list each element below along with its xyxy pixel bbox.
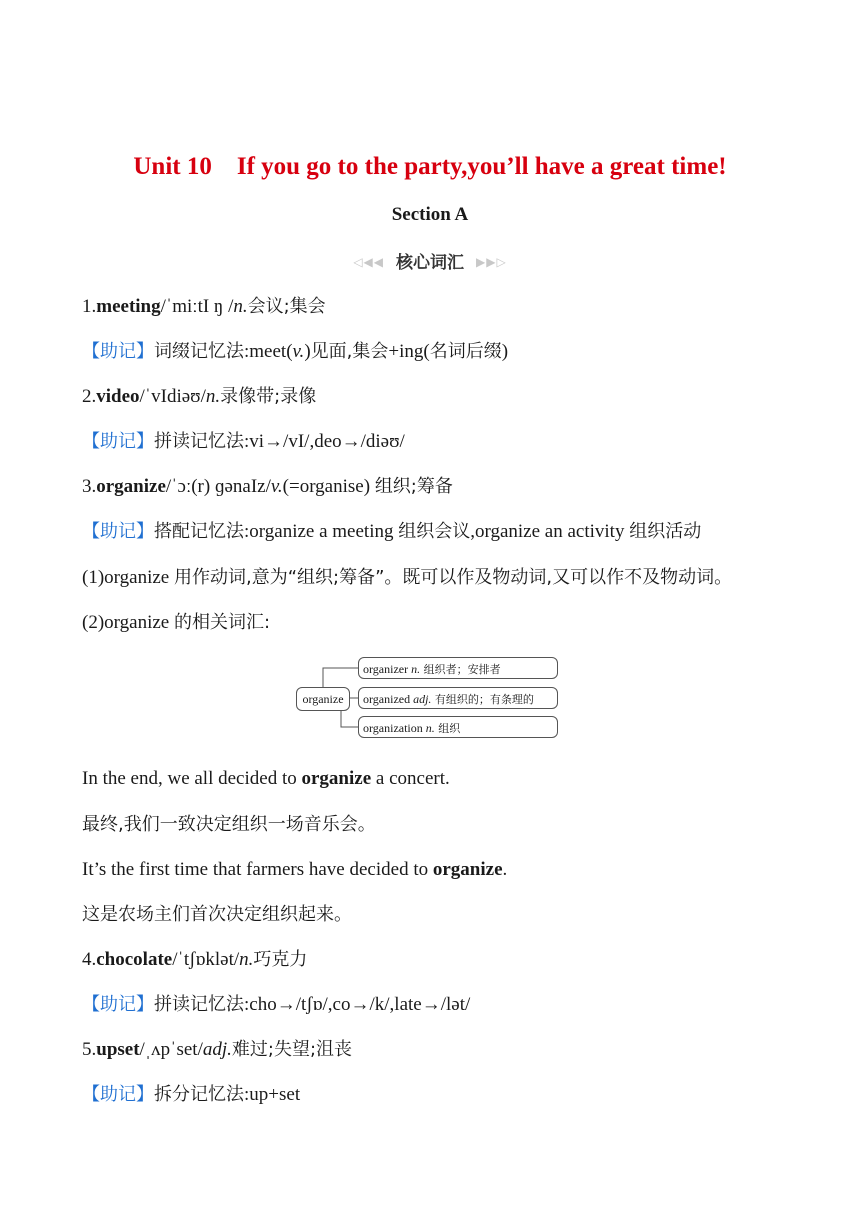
note-cn: 的相关词汇: (173, 612, 271, 633)
tip-text: +ing( (388, 341, 430, 362)
tip-method: 搭配记忆法 (154, 521, 244, 542)
entry-chocolate (82, 947, 820, 973)
diagram-node-organizer (358, 657, 558, 679)
organize-note-1 (82, 565, 820, 591)
node-cn: 有组织的；有条理的 (431, 693, 534, 706)
entry-pos: n. (239, 949, 254, 970)
tip-video (82, 429, 820, 455)
example-text: . (502, 859, 508, 880)
entry-meaning: 组织;筹备 (374, 476, 453, 497)
note-text: (1)organize (82, 567, 174, 588)
entry-video (82, 384, 820, 410)
entry-pos: v. (270, 476, 283, 497)
example-2-chinese: 这是农场主们首次决定组织起来。 (82, 904, 352, 925)
tip-text: :organize a meeting (244, 521, 399, 542)
unit-title: Unit 10 If you go to the party,you’ll have a great time! (133, 153, 727, 180)
entry-word: video (96, 386, 140, 407)
tip-tag: 【助记】 (82, 431, 154, 452)
entry-meaning: 会议;集会 (247, 296, 326, 317)
entry-variant: (=organise) (282, 476, 375, 497)
tip-tag: 【助记】 (82, 521, 154, 542)
node-pos: n. (425, 721, 435, 735)
example-keyword: organize (432, 859, 503, 880)
entry-word: meeting (96, 296, 161, 317)
node-word: organized (363, 692, 414, 706)
example-1-chinese: 最终,我们一致决定组织一场音乐会。 (82, 814, 376, 835)
entry-phonetic: /ˈmiːtI ŋ / (160, 296, 234, 317)
entry-word: organize (96, 476, 166, 497)
tip-tag: 【助记】 (82, 341, 154, 362)
diagram-root: organize (296, 687, 350, 711)
entry-phonetic: /ˈvIdiəʊ/ (139, 386, 206, 407)
organize-note-2 (82, 610, 820, 636)
entry-meaning: 巧克力 (253, 949, 308, 970)
right-arrows-icon: ▶▶▷ (476, 255, 507, 269)
tip-text: :vi→/vI/,deo→/diəʊ/ (244, 431, 405, 452)
entry-phonetic: /ˈɔː(r) ɡənaIz/ (165, 476, 271, 497)
tip-text: :meet( (244, 341, 293, 362)
tip-method: 拼读记忆法 (154, 431, 244, 452)
tip-text: ) (501, 341, 509, 362)
entry-word: chocolate (96, 949, 173, 970)
left-arrows-icon: ◁◀◀ (353, 255, 384, 269)
node-word: organizer (363, 662, 412, 676)
tip-tag: 【助记】 (82, 994, 154, 1015)
tip-cn: 见面,集会 (310, 341, 389, 362)
tip-meeting (82, 339, 820, 365)
node-cn: 组织 (434, 722, 461, 735)
example-text: a concert. (371, 768, 450, 789)
section-heading: Section A (391, 204, 469, 225)
diagram-node-organized (358, 687, 558, 709)
entry-pos: n. (233, 296, 248, 317)
entry-meaning: 难过;失望;沮丧 (231, 1039, 353, 1060)
node-pos: n. (411, 662, 421, 676)
tip-cn: 组织会议 (398, 521, 471, 542)
tip-cn: 名词后缀 (429, 341, 502, 362)
node-cn: 组织者；安排者 (420, 663, 501, 676)
example-text: In the end, we all decided to (82, 768, 302, 789)
tip-organize (82, 519, 820, 545)
tip-text: :cho→/tʃɒ/,co→/k/,late→/lət/ (244, 994, 471, 1015)
entry-phonetic: /ˈtʃɒklət/ (172, 949, 240, 970)
entry-pos: n. (205, 386, 221, 407)
entry-pos: adj. (202, 1039, 232, 1060)
entry-phonetic: /ˌʌpˈset/ (139, 1039, 203, 1060)
organize-word-family-diagram (296, 655, 562, 741)
node-word: organization (363, 721, 426, 735)
node-pos: adj. (413, 692, 432, 706)
entry-number: 4. (82, 949, 97, 970)
entry-organize (82, 474, 820, 500)
entry-number: 3. (82, 476, 97, 497)
entry-number: 1. (82, 296, 97, 317)
tip-method: 词缀记忆法 (154, 341, 244, 362)
tip-text: ) (304, 341, 311, 362)
tip-text: :up+set (244, 1084, 301, 1105)
example-2-english (82, 857, 820, 883)
tip-tag: 【助记】 (82, 1084, 154, 1105)
tip-upset (82, 1082, 820, 1108)
entry-meaning: 录像带;录像 (220, 386, 317, 407)
entry-number: 5. (82, 1039, 97, 1060)
example-keyword: organize (301, 768, 372, 789)
entry-meeting (82, 294, 820, 320)
tip-method: 拼读记忆法 (154, 994, 244, 1015)
tip-cn: 组织活动 (629, 521, 702, 542)
core-vocab-label: 核心词汇 (396, 253, 464, 273)
tip-method: 拆分记忆法 (154, 1084, 244, 1105)
example-1-english (82, 766, 820, 792)
tip-text: ,organize an activity (470, 521, 630, 542)
note-cn: 用作动词,意为“组织;筹备”。既可以作及物动词,又可以作不及物动词。 (173, 567, 733, 588)
diagram-node-organization (358, 716, 558, 738)
tip-pos: v. (292, 341, 305, 362)
entry-number: 2. (82, 386, 97, 407)
entry-upset (82, 1037, 820, 1063)
entry-word: upset (96, 1039, 140, 1060)
note-text: (2)organize (82, 612, 174, 633)
core-vocab-banner (0, 248, 860, 273)
example-text: It’s the first time that farmers have decided to (82, 859, 433, 880)
tip-chocolate (82, 992, 820, 1018)
